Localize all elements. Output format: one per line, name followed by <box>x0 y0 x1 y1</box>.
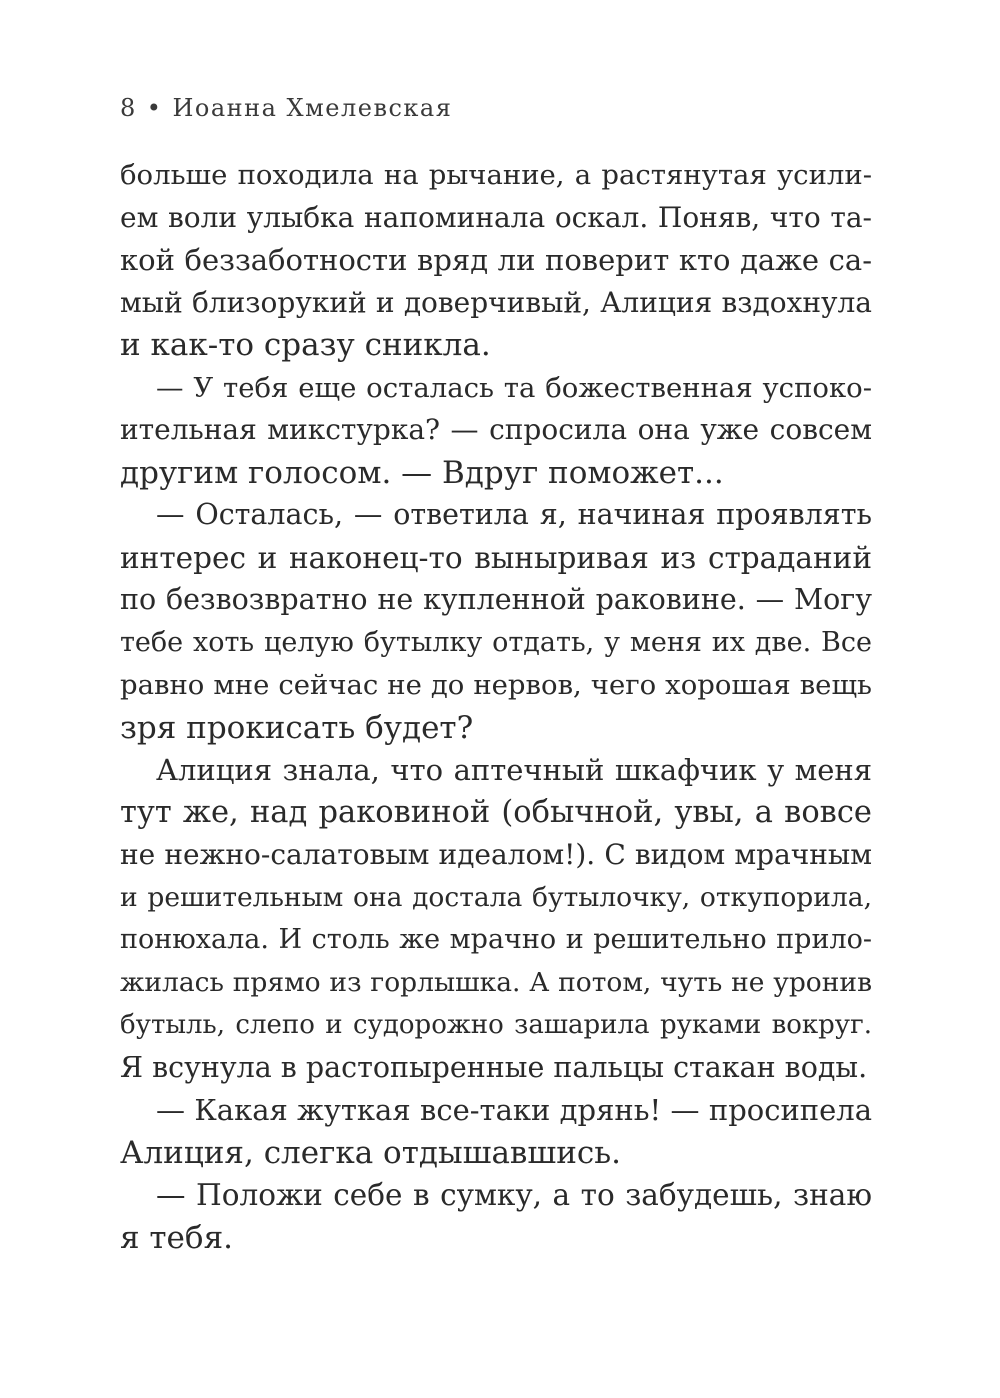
text-line: — У тебя еще осталась та божественная успоко- <box>156 371 872 404</box>
text-line: Я всунула в растопыренные пальцы стакан воды. <box>120 1050 868 1084</box>
text-line: равно мне сейчас не до нервов, чего хорошая вещь <box>120 669 872 701</box>
text-line: интерес и наконец-то выныривая из страданий <box>120 540 872 575</box>
text-line: — Осталась, — ответила я, начиная проявлять <box>156 498 872 531</box>
text-line: и решительным она достала бутылочку, откупорила, <box>120 881 872 913</box>
text-line: ем воли улыбка напоминала оскал. Поняв, что та- <box>120 200 872 234</box>
text-line: ительная микстурка? — спросила она уже совсем <box>120 413 872 446</box>
text-line: другим голосом. — Вдруг поможет... <box>120 454 724 491</box>
running-head <box>120 92 452 124</box>
text-line: Алиция, слегка отдышавшись. <box>120 1134 621 1171</box>
text-line: кой беззаботности вряд ли поверит кто даже са- <box>120 243 872 277</box>
header-separator: • <box>146 94 163 122</box>
text-line: больше походила на рычание, а растянутая усили- <box>120 159 872 191</box>
text-line: жилась прямо из горлышка. А потом, чуть не уронив <box>120 966 872 998</box>
body-text <box>120 154 872 1259</box>
text-line: — Какая жуткая все-таки дрянь! — просипела <box>156 1093 872 1127</box>
text-line: тебе хоть целую бутылку отдать, у меня их две. Все <box>120 626 872 658</box>
text-line: по безвозвратно не купленной раковине. — Могу <box>120 583 872 616</box>
page-number: 8 <box>120 94 137 122</box>
author-name: Иоанна Хмелевская <box>172 94 453 122</box>
text-line: я тебя. <box>120 1219 233 1256</box>
text-line: — Положи себе в сумку, а то забудешь, знаю <box>156 1178 872 1212</box>
text-line: и как-то сразу сникла. <box>120 327 491 363</box>
text-line: бутыль, слепо и судорожно зашарила руками вокруг. <box>120 1010 872 1040</box>
text-line: тут же, над раковиной (обычной, увы, а вовсе <box>120 794 872 830</box>
text-line: Алиция знала, что аптечный шкафчик у меня <box>156 753 872 787</box>
text-line: мый близорукий и доверчивый, Алиция вздохнула <box>120 285 872 319</box>
text-line: зря прокисать будет? <box>120 709 474 746</box>
text-line: не нежно-салатовым идеалом!). С видом мрачным <box>120 838 872 871</box>
text-line: понюхала. И столь же мрачно и решительно прило- <box>120 924 872 955</box>
